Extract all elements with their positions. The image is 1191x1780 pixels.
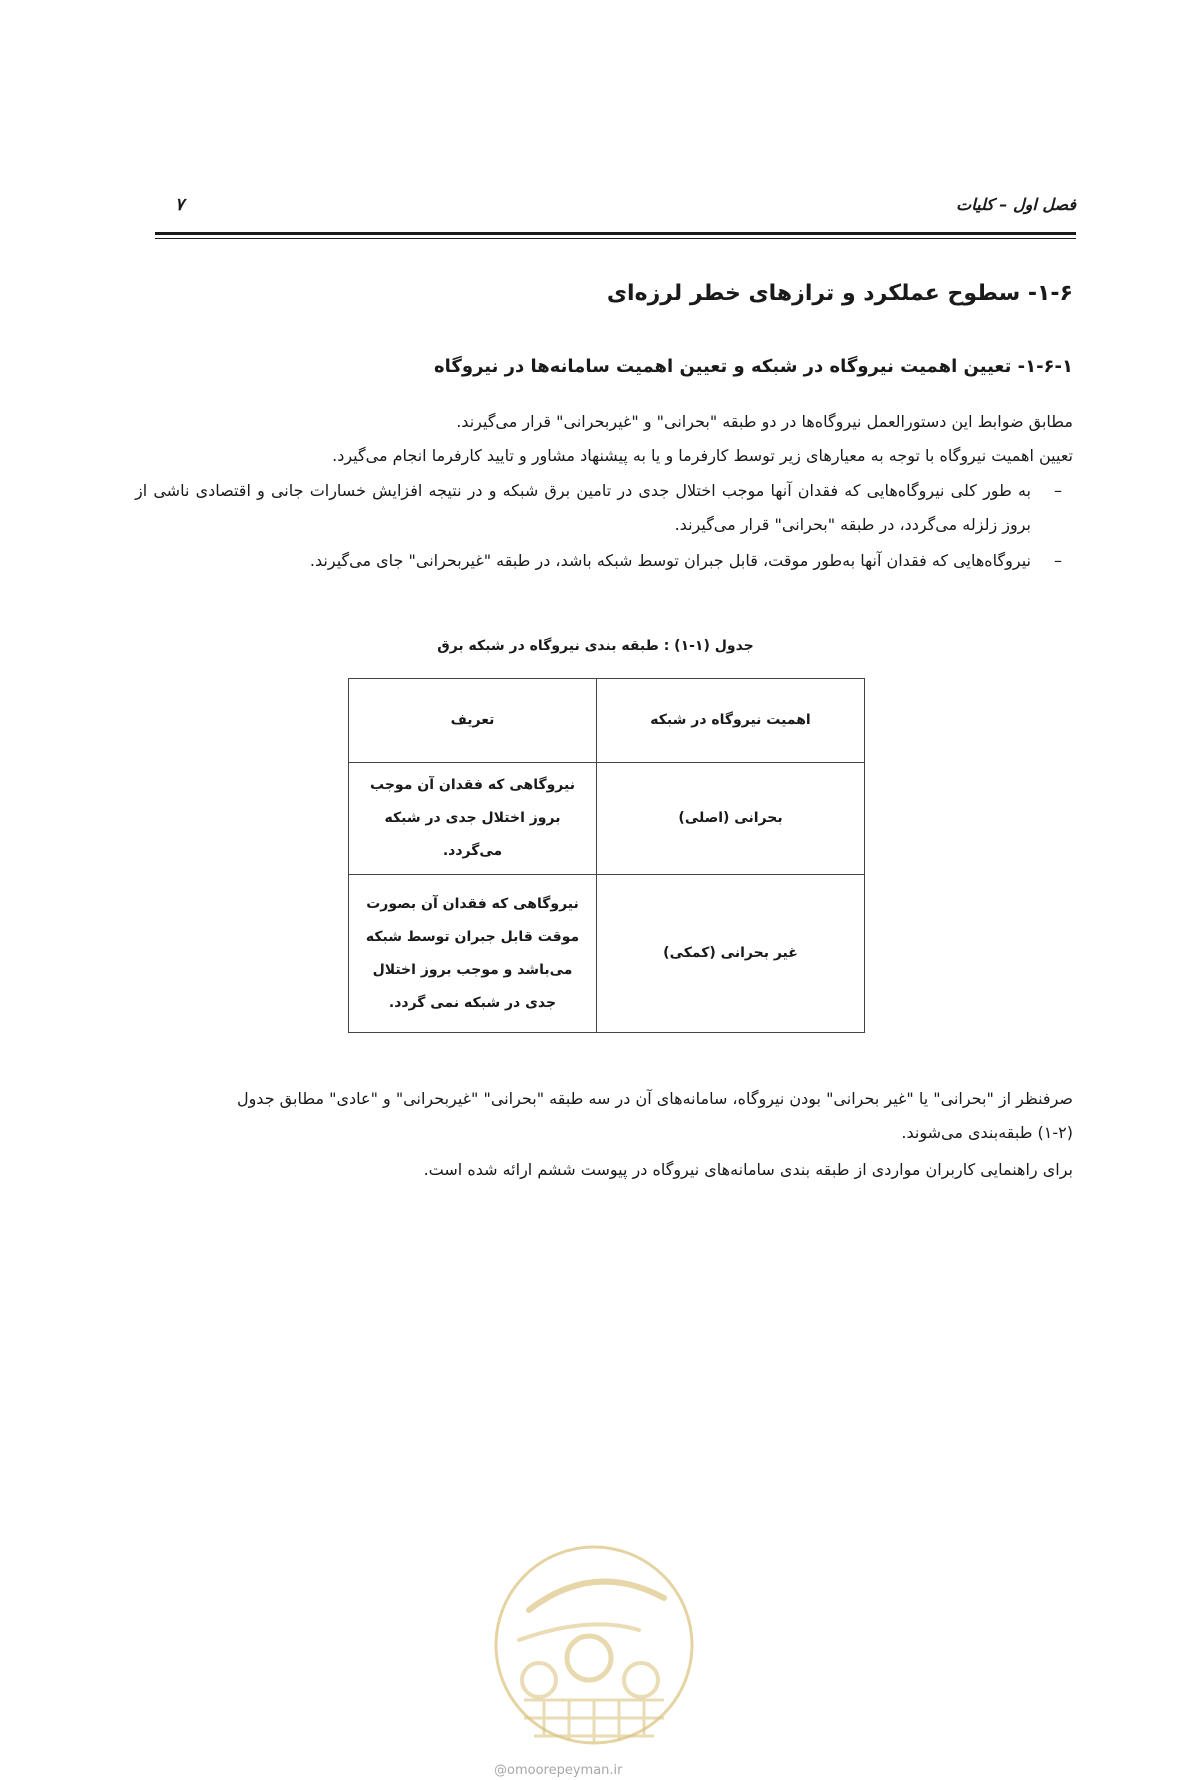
page-header bbox=[155, 195, 1076, 225]
page-number: ۷ bbox=[175, 195, 185, 215]
bullet-text: به طور کلی نیروگاه‌هایی که فقدان آنها موجب اختلال جدی در تامین برق شبکه و در نتیجه افزایش خسارات جانی و اقتصادی ناشی از بروز زلزله می‌گردد، در طبقه "بحرانی" قرار می‌گیرند. bbox=[135, 481, 1031, 534]
subsection-heading: ۱-۶-۱- تعیین اهمیت نیروگاه در شبکه و تعیین اهمیت سامانه‌ها در نیروگاه bbox=[434, 356, 1073, 377]
intro-paragraph-2: تعیین اهمیت نیروگاه با توجه به معیارهای زیر توسط کارفرما و یا به پیشنهاد مشاور و تایید کارفرما انجام می‌گیرد. bbox=[332, 446, 1073, 465]
header-rule-thin bbox=[155, 238, 1076, 239]
definition-cell: نیروگاهی که فقدان آن موجب بروز اختلال جدی در شبکه می‌گردد. bbox=[349, 763, 597, 875]
importance-cell: بحرانی (اصلی) bbox=[597, 763, 865, 875]
watermark-url: @omoorepeyman.ir bbox=[494, 1763, 623, 1778]
table-row bbox=[349, 875, 865, 1033]
table-row bbox=[349, 763, 865, 875]
header-rule-thick bbox=[155, 232, 1076, 235]
intro-paragraph-1: مطابق ضوابط این دستورالعمل نیروگاه‌ها در دو طبقه "بحرانی" و "غیربحرانی" قرار می‌گیرند. bbox=[456, 412, 1073, 431]
importance-cell: غیر بحرانی (کمکی) bbox=[597, 875, 865, 1033]
bullet-item bbox=[135, 474, 1073, 542]
dash-marker: – bbox=[1054, 481, 1062, 500]
bullet-item bbox=[135, 544, 1073, 578]
watermark-logo bbox=[489, 1540, 699, 1780]
header-definition: تعریف bbox=[349, 679, 597, 763]
table-header-row bbox=[349, 679, 865, 763]
closing-paragraph-line-2: (۱-۲) طبقه‌بندی می‌شوند. bbox=[901, 1123, 1073, 1142]
table-caption: جدول (۱-۱) : طبقه بندی نیروگاه در شبکه برق bbox=[437, 638, 754, 654]
classification-table bbox=[348, 678, 865, 1033]
section-heading: ۱-۶- سطوح عملکرد و ترازهای خطر لرزه‌ای bbox=[606, 281, 1073, 306]
closing-paragraph-line-1: صرفنظر از "بحرانی" یا "غیر بحرانی" بودن نیروگاه، سامانه‌های آن در سه طبقه "بحرانی" "غیربحرانی" و "عادی" مطابق جدول bbox=[236, 1089, 1073, 1108]
dash-marker: – bbox=[1054, 551, 1062, 570]
bullet-text: نیروگاه‌هایی که فقدان آنها به‌طور موقت، قابل جبران توسط شبکه باشد، در طبقه "غیربحرانی" جای می‌گیرند. bbox=[309, 551, 1031, 570]
header-importance: اهمیت نیروگاه در شبکه bbox=[597, 679, 865, 763]
closing-paragraph-line-3: برای راهنمایی کاربران مواردی از طبقه بندی سامانه‌های نیروگاه در پیوست ششم ارائه شده است. bbox=[423, 1160, 1073, 1179]
definition-cell: نیروگاهی که فقدان آن بصورت موقت قابل جبران توسط شبکه می‌باشد و موجب بروز اختلال جدی در شبکه نمی گردد. bbox=[349, 875, 597, 1033]
chapter-title: فصل اول – کلیات bbox=[956, 195, 1076, 214]
